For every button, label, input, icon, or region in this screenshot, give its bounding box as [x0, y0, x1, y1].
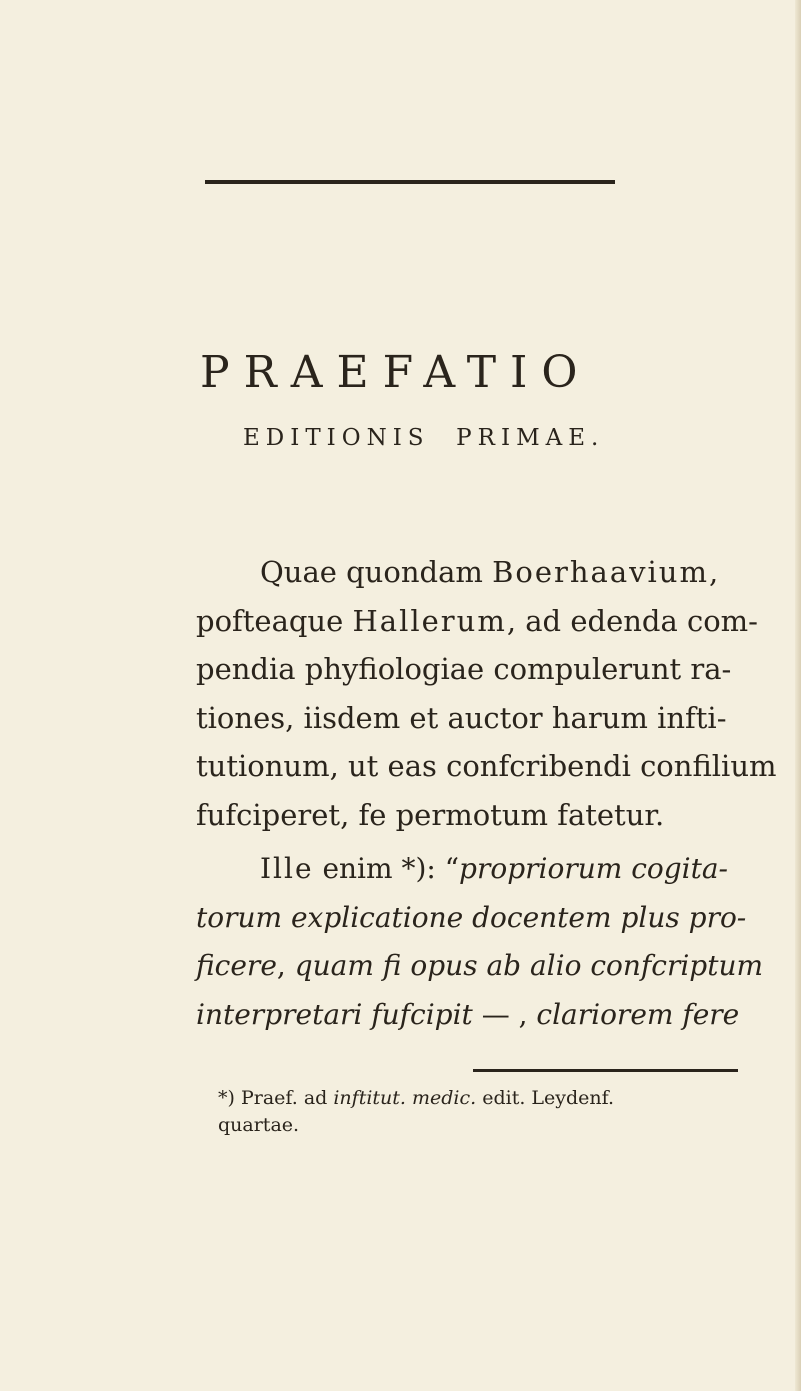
text-line: tiones, iisdem et auctor harum infti- — [196, 700, 727, 735]
page-subtitle: EDITIONIS PRIMAE. — [243, 425, 605, 451]
text-line: pendia phyfiologiae compulerunt ra- — [196, 652, 732, 686]
text-line: torum explicatione docentem plus pro- — [196, 900, 747, 934]
text-line: ficere, quam fi opus ab alio confcriptum — [196, 949, 764, 982]
footnote-line: quartae. — [218, 1114, 300, 1136]
footnote-line: *) Praef. ad inftitut. medic. edit. Leydenf. — [218, 1087, 615, 1109]
text-line: tutionum, ut eas confcribendi confilium — [196, 749, 777, 783]
top-rule — [205, 180, 615, 184]
footnote-rule — [473, 1069, 738, 1072]
paragraph-1 — [196, 548, 777, 839]
page-edge-shadow — [795, 0, 801, 1391]
page-title: PRAEFATIO — [200, 347, 592, 398]
footnote — [218, 1085, 758, 1139]
text-line: pofteaque Hallerum, ad edenda com- — [196, 603, 758, 638]
text-line: fufciperet, fe permotum fatetur. — [196, 797, 665, 832]
text-line: Quae quondam Boerhaavium, — [260, 555, 721, 589]
text-line: Ille enim *): “propriorum cogita- — [260, 852, 729, 885]
text-line: interpretari fufcipit — , clariorem fere — [196, 997, 740, 1031]
paragraph-2 — [196, 845, 764, 1039]
